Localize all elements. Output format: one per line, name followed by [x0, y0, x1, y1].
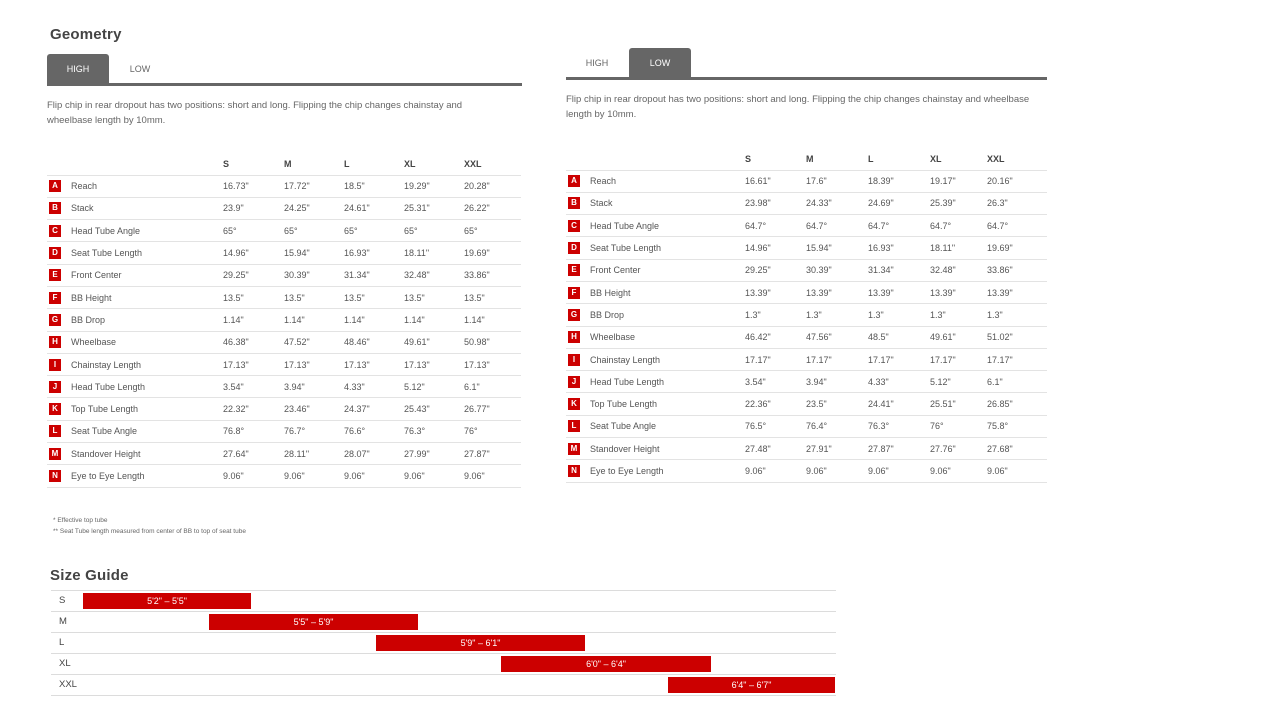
- size-guide-height-bar: 5'2" – 5'5": [83, 593, 251, 609]
- measurement-value: 33.86": [462, 264, 521, 286]
- table-row: [566, 237, 1047, 259]
- table-row: [566, 259, 1047, 281]
- measurement-value: 19.69": [462, 242, 521, 264]
- measurement-value: 19.17": [928, 170, 985, 192]
- measurement-cell: [47, 309, 221, 331]
- table-row: [47, 197, 521, 219]
- measurement-value: 31.34": [866, 259, 928, 281]
- measurement-value: 76.8°: [221, 420, 282, 442]
- measurement-letter-badge: M: [568, 443, 580, 455]
- measurement-label: Seat Tube Angle: [590, 421, 657, 432]
- header-blank: [566, 148, 743, 170]
- measurement-value: 23.98": [743, 192, 804, 214]
- measurement-cell: [566, 170, 743, 192]
- measurement-letter-badge: I: [49, 359, 61, 371]
- measurement-value: 33.86": [985, 259, 1047, 281]
- measurement-value: 27.87": [462, 443, 521, 465]
- measurement-letter-badge: G: [49, 314, 61, 326]
- size-header-l: L: [868, 153, 874, 164]
- measurement-cell: [566, 281, 743, 303]
- measurement-value: 16.93": [342, 242, 402, 264]
- measurement-value: 18.39": [866, 170, 928, 192]
- measurement-value: 65°: [342, 220, 402, 242]
- measurement-letter-badge: N: [49, 470, 61, 482]
- measurement-value: 32.48": [928, 259, 985, 281]
- measurement-value: 64.7°: [985, 215, 1047, 237]
- measurement-cell: [47, 264, 221, 286]
- size-header-row: [566, 148, 1047, 170]
- size-guide-label: M: [59, 616, 67, 627]
- measurement-value: 17.17": [985, 348, 1047, 370]
- measurement-cell: [47, 220, 221, 242]
- measurement-value: 27.76": [928, 438, 985, 460]
- measurement-label: Stack: [71, 203, 94, 214]
- measurement-letter-badge: D: [49, 247, 61, 259]
- measurement-value: 9.06": [866, 460, 928, 482]
- table-row: [566, 304, 1047, 326]
- measurement-value: 47.52": [282, 331, 342, 353]
- measurement-label: Seat Tube Angle: [71, 426, 138, 437]
- measurement-letter-badge: G: [568, 309, 580, 321]
- size-guide-height-bar: 6'4" – 6'7": [668, 677, 835, 693]
- measurement-cell: [566, 438, 743, 460]
- measurement-value: 28.11": [282, 443, 342, 465]
- measurement-letter-badge: J: [568, 376, 580, 388]
- measurement-value: 25.31": [402, 197, 462, 219]
- measurement-value: 29.25": [743, 259, 804, 281]
- geometry-table-high: [47, 153, 521, 488]
- measurement-value: 26.85": [985, 393, 1047, 415]
- measurement-label: Stack: [590, 198, 613, 209]
- table-row: [47, 353, 521, 375]
- measurement-value: 30.39": [804, 259, 866, 281]
- measurement-value: 1.3": [804, 304, 866, 326]
- measurement-label: Standover Height: [590, 443, 660, 454]
- measurement-value: 17.17": [743, 348, 804, 370]
- geometry-title: Geometry: [50, 26, 122, 43]
- measurement-value: 49.61": [402, 331, 462, 353]
- measurement-value: 27.91": [804, 438, 866, 460]
- measurement-value: 26.22": [462, 197, 521, 219]
- measurement-value: 13.39": [866, 281, 928, 303]
- tab-low[interactable]: LOW: [129, 63, 151, 74]
- measurement-value: 3.54": [221, 376, 282, 398]
- measurement-letter-badge: N: [568, 465, 580, 477]
- measurement-cell: [566, 460, 743, 482]
- tab-bar: [47, 46, 522, 86]
- measurement-value: 13.39": [985, 281, 1047, 303]
- flip-chip-description: Flip chip in rear dropout has two positions: short and long. Flipping the chip changes chainstay and wheelbase length by 10mm.: [47, 100, 463, 126]
- measurement-value: 16.73": [221, 175, 282, 197]
- measurement-letter-badge: B: [49, 202, 61, 214]
- measurement-letter-badge: C: [568, 220, 580, 232]
- measurement-label: Seat Tube Length: [590, 243, 662, 254]
- measurement-cell: [47, 443, 221, 465]
- measurement-value: 31.34": [342, 264, 402, 286]
- measurement-label: Wheelbase: [590, 332, 636, 343]
- table-row: [47, 420, 521, 442]
- measurement-value: 24.25": [282, 197, 342, 219]
- measurement-value: 26.3": [985, 192, 1047, 214]
- measurement-value: 76°: [462, 420, 521, 442]
- table-row: [566, 348, 1047, 370]
- measurement-value: 27.64": [221, 443, 282, 465]
- measurement-label: BB Drop: [71, 314, 106, 325]
- measurement-value: 76.6°: [342, 420, 402, 442]
- measurement-value: 24.37": [342, 398, 402, 420]
- size-header-xl: XL: [930, 153, 942, 164]
- measurement-value: 65°: [402, 220, 462, 242]
- size-header-m: M: [806, 153, 814, 164]
- table-row: [566, 326, 1047, 348]
- size-header-s: S: [223, 158, 230, 169]
- measurement-label: Head Tube Angle: [590, 220, 660, 231]
- measurement-label: Front Center: [71, 270, 122, 281]
- measurement-value: 24.61": [342, 197, 402, 219]
- measurement-value: 13.39": [928, 281, 985, 303]
- tab-high[interactable]: HIGH: [47, 54, 109, 83]
- table-row: [566, 460, 1047, 482]
- measurement-value: 18.11": [402, 242, 462, 264]
- measurement-letter-badge: B: [568, 197, 580, 209]
- measurement-value: 9.06": [462, 465, 521, 487]
- table-row: [47, 376, 521, 398]
- measurement-label: Front Center: [590, 265, 641, 276]
- measurement-value: 64.7°: [866, 215, 928, 237]
- size-header-s: S: [745, 153, 752, 164]
- size-guide-title: Size Guide: [50, 567, 129, 584]
- measurement-letter-badge: F: [568, 287, 580, 299]
- measurement-letter-badge: H: [49, 336, 61, 348]
- measurement-value: 15.94": [282, 242, 342, 264]
- measurement-value: 17.13": [402, 353, 462, 375]
- measurement-value: 49.61": [928, 326, 985, 348]
- measurement-value: 4.33": [342, 376, 402, 398]
- table-row: [566, 371, 1047, 393]
- measurement-label: BB Height: [71, 292, 112, 303]
- measurement-value: 19.29": [402, 175, 462, 197]
- size-header-xxl: XXL: [464, 158, 482, 169]
- measurement-cell: [47, 420, 221, 442]
- size-header-m: M: [284, 158, 292, 169]
- table-row: [47, 443, 521, 465]
- measurement-value: 20.16": [985, 170, 1047, 192]
- measurement-cell: [566, 192, 743, 214]
- measurement-value: 3.94": [282, 376, 342, 398]
- footnote-effective-top-tube: * Effective top tube: [53, 517, 108, 524]
- measurement-value: 13.5": [282, 286, 342, 308]
- measurement-value: 17.17": [928, 348, 985, 370]
- measurement-value: 22.36": [743, 393, 804, 415]
- measurement-cell: [566, 415, 743, 437]
- tab-bar: [566, 40, 1047, 80]
- measurement-value: 76.4°: [804, 415, 866, 437]
- measurement-letter-badge: L: [568, 420, 580, 432]
- measurement-value: 16.61": [743, 170, 804, 192]
- measurement-value: 30.39": [282, 264, 342, 286]
- measurement-value: 26.77": [462, 398, 521, 420]
- measurement-value: 20.28": [462, 175, 521, 197]
- measurement-value: 65°: [221, 220, 282, 242]
- measurement-value: 23.9": [221, 197, 282, 219]
- measurement-value: 1.14": [342, 309, 402, 331]
- tab-high[interactable]: HIGH: [585, 57, 609, 68]
- size-guide-height-bar: 5'9" – 6'1": [376, 635, 585, 651]
- measurement-value: 1.3": [928, 304, 985, 326]
- measurement-value: 13.39": [804, 281, 866, 303]
- measurement-label: BB Height: [590, 287, 631, 298]
- measurement-letter-badge: E: [49, 269, 61, 281]
- measurement-value: 76.5°: [743, 415, 804, 437]
- table-row: [47, 398, 521, 420]
- size-guide-row-m: [51, 612, 836, 633]
- size-header-row: [47, 153, 521, 175]
- measurement-label: Top Tube Length: [590, 399, 658, 410]
- measurement-value: 15.94": [804, 237, 866, 259]
- measurement-value: 3.94": [804, 371, 866, 393]
- measurement-value: 24.33": [804, 192, 866, 214]
- measurement-label: Chainstay Length: [590, 354, 661, 365]
- footnotes: [53, 515, 246, 537]
- measurement-cell: [47, 465, 221, 487]
- table-row: [566, 393, 1047, 415]
- size-header-xl: XL: [404, 158, 416, 169]
- flip-chip-description: Flip chip in rear dropout has two positions: short and long. Flipping the chip changes chainstay and wheelbase length by 10mm.: [566, 94, 1030, 120]
- measurement-cell: [47, 197, 221, 219]
- table-row: [47, 220, 521, 242]
- measurement-cell: [566, 371, 743, 393]
- measurement-value: 16.93": [866, 237, 928, 259]
- table-row: [47, 465, 521, 487]
- measurement-value: 17.17": [866, 348, 928, 370]
- measurement-value: 4.33": [866, 371, 928, 393]
- measurement-cell: [47, 286, 221, 308]
- measurement-value: 48.5": [866, 326, 928, 348]
- measurement-letter-badge: K: [49, 403, 61, 415]
- measurement-cell: [47, 175, 221, 197]
- measurement-cell: [47, 376, 221, 398]
- measurement-letter-badge: M: [49, 448, 61, 460]
- measurement-value: 9.06": [928, 460, 985, 482]
- measurement-value: 17.17": [804, 348, 866, 370]
- measurement-value: 17.72": [282, 175, 342, 197]
- measurement-value: 6.1": [462, 376, 521, 398]
- measurement-value: 32.48": [402, 264, 462, 286]
- measurement-letter-badge: I: [568, 354, 580, 366]
- measurement-cell: [566, 237, 743, 259]
- size-guide-label: XL: [59, 658, 71, 669]
- measurement-cell: [566, 393, 743, 415]
- size-guide-height-bar: 5'5" – 5'9": [209, 614, 418, 630]
- measurement-value: 9.06": [282, 465, 342, 487]
- measurement-value: 1.3": [866, 304, 928, 326]
- table-row: [566, 281, 1047, 303]
- size-header-xxl: XXL: [987, 153, 1005, 164]
- measurement-value: 25.51": [928, 393, 985, 415]
- measurement-value: 48.46": [342, 331, 402, 353]
- measurement-letter-badge: J: [49, 381, 61, 393]
- measurement-value: 17.13": [342, 353, 402, 375]
- size-guide-label: S: [59, 595, 66, 606]
- measurement-value: 22.32": [221, 398, 282, 420]
- measurement-cell: [566, 259, 743, 281]
- measurement-value: 25.39": [928, 192, 985, 214]
- measurement-value: 17.13": [462, 353, 521, 375]
- measurement-value: 24.41": [866, 393, 928, 415]
- size-guide-row-s: [51, 591, 836, 612]
- measurement-value: 13.5": [402, 286, 462, 308]
- measurement-value: 18.5": [342, 175, 402, 197]
- measurement-value: 23.5": [804, 393, 866, 415]
- size-guide-label: XXL: [59, 679, 77, 690]
- measurement-letter-badge: E: [568, 264, 580, 276]
- measurement-label: Head Tube Angle: [71, 225, 141, 236]
- measurement-value: 28.07": [342, 443, 402, 465]
- measurement-label: Seat Tube Length: [71, 248, 143, 259]
- measurement-value: 14.96": [221, 242, 282, 264]
- size-guide-row-xxl: [51, 675, 836, 696]
- measurement-value: 13.39": [743, 281, 804, 303]
- measurement-label: Chainstay Length: [71, 359, 142, 370]
- table-row: [566, 192, 1047, 214]
- header-blank: [47, 153, 221, 175]
- measurement-value: 1.14": [282, 309, 342, 331]
- table-row: [47, 309, 521, 331]
- size-guide-row-xl: [51, 654, 836, 675]
- measurement-letter-badge: C: [49, 225, 61, 237]
- measurement-value: 1.3": [985, 304, 1047, 326]
- measurement-value: 1.14": [402, 309, 462, 331]
- size-header-l: L: [344, 158, 350, 169]
- measurement-value: 65°: [282, 220, 342, 242]
- measurement-cell: [47, 242, 221, 264]
- measurement-letter-badge: A: [568, 175, 580, 187]
- measurement-label: Head Tube Length: [71, 381, 146, 392]
- size-guide-row-l: [51, 633, 836, 654]
- measurement-value: 9.06": [221, 465, 282, 487]
- measurement-value: 3.54": [743, 371, 804, 393]
- measurement-value: 9.06": [342, 465, 402, 487]
- measurement-value: 65°: [462, 220, 521, 242]
- measurement-value: 1.14": [221, 309, 282, 331]
- measurement-value: 17.6": [804, 170, 866, 192]
- measurement-value: 27.68": [985, 438, 1047, 460]
- measurement-value: 75.8°: [985, 415, 1047, 437]
- measurement-value: 13.5": [462, 286, 521, 308]
- footnote-seat-tube-length: ** Seat Tube length measured from center of BB to top of seat tube: [53, 528, 246, 535]
- measurement-label: Wheelbase: [71, 337, 117, 348]
- measurement-value: 64.7°: [743, 215, 804, 237]
- measurement-value: 14.96": [743, 237, 804, 259]
- measurement-letter-badge: K: [568, 398, 580, 410]
- table-row: [47, 242, 521, 264]
- measurement-value: 13.5": [342, 286, 402, 308]
- tab-low[interactable]: LOW: [629, 48, 691, 77]
- measurement-value: 6.1": [985, 371, 1047, 393]
- geometry-panel-high: [47, 46, 522, 128]
- measurement-value: 25.43": [402, 398, 462, 420]
- measurement-label: BB Drop: [590, 309, 625, 320]
- measurement-label: Eye to Eye Length: [71, 471, 145, 481]
- measurement-value: 27.99": [402, 443, 462, 465]
- measurement-value: 9.06": [804, 460, 866, 482]
- table-row: [47, 264, 521, 286]
- measurement-value: 51.02": [985, 326, 1047, 348]
- table-row: [47, 286, 521, 308]
- measurement-value: 76.3°: [402, 420, 462, 442]
- size-guide-height-bar: 6'0" – 6'4": [501, 656, 711, 672]
- measurement-letter-badge: H: [568, 331, 580, 343]
- measurement-value: 13.5": [221, 286, 282, 308]
- measurement-label: Eye to Eye Length: [590, 466, 664, 476]
- measurement-label: Head Tube Length: [590, 376, 665, 387]
- measurement-cell: [566, 215, 743, 237]
- measurement-value: 1.3": [743, 304, 804, 326]
- measurement-value: 29.25": [221, 264, 282, 286]
- measurement-value: 76.3°: [866, 415, 928, 437]
- measurement-label: Reach: [590, 176, 617, 187]
- measurement-value: 17.13": [282, 353, 342, 375]
- measurement-label: Standover Height: [71, 448, 141, 459]
- measurement-letter-badge: F: [49, 292, 61, 304]
- measurement-value: 50.98": [462, 331, 521, 353]
- geometry-panel-low: [566, 40, 1047, 122]
- table-row: [566, 438, 1047, 460]
- measurement-value: 9.06": [985, 460, 1047, 482]
- measurement-value: 64.7°: [804, 215, 866, 237]
- measurement-cell: [566, 348, 743, 370]
- measurement-letter-badge: D: [568, 242, 580, 254]
- measurement-value: 64.7°: [928, 215, 985, 237]
- measurement-value: 9.06": [743, 460, 804, 482]
- measurement-label: Top Tube Length: [71, 404, 139, 415]
- measurement-cell: [47, 398, 221, 420]
- measurement-label: Reach: [71, 181, 98, 192]
- table-row: [566, 170, 1047, 192]
- table-row: [47, 175, 521, 197]
- measurement-value: 46.42": [743, 326, 804, 348]
- measurement-cell: [566, 326, 743, 348]
- measurement-value: 5.12": [928, 371, 985, 393]
- measurement-letter-badge: A: [49, 180, 61, 192]
- measurement-letter-badge: L: [49, 425, 61, 437]
- measurement-value: 46.38": [221, 331, 282, 353]
- geometry-table-low: [566, 148, 1047, 483]
- measurement-value: 17.13": [221, 353, 282, 375]
- measurement-value: 27.48": [743, 438, 804, 460]
- measurement-value: 1.14": [462, 309, 521, 331]
- size-guide-label: L: [59, 637, 65, 648]
- measurement-cell: [47, 331, 221, 353]
- measurement-value: 23.46": [282, 398, 342, 420]
- measurement-value: 27.87": [866, 438, 928, 460]
- table-row: [566, 415, 1047, 437]
- measurement-cell: [47, 353, 221, 375]
- measurement-value: 76°: [928, 415, 985, 437]
- measurement-value: 24.69": [866, 192, 928, 214]
- measurement-value: 9.06": [402, 465, 462, 487]
- table-row: [566, 215, 1047, 237]
- measurement-value: 5.12": [402, 376, 462, 398]
- measurement-cell: [566, 304, 743, 326]
- measurement-value: 76.7°: [282, 420, 342, 442]
- measurement-value: 18.11": [928, 237, 985, 259]
- size-guide: [51, 590, 836, 696]
- measurement-value: 19.69": [985, 237, 1047, 259]
- measurement-value: 47.56": [804, 326, 866, 348]
- table-row: [47, 331, 521, 353]
